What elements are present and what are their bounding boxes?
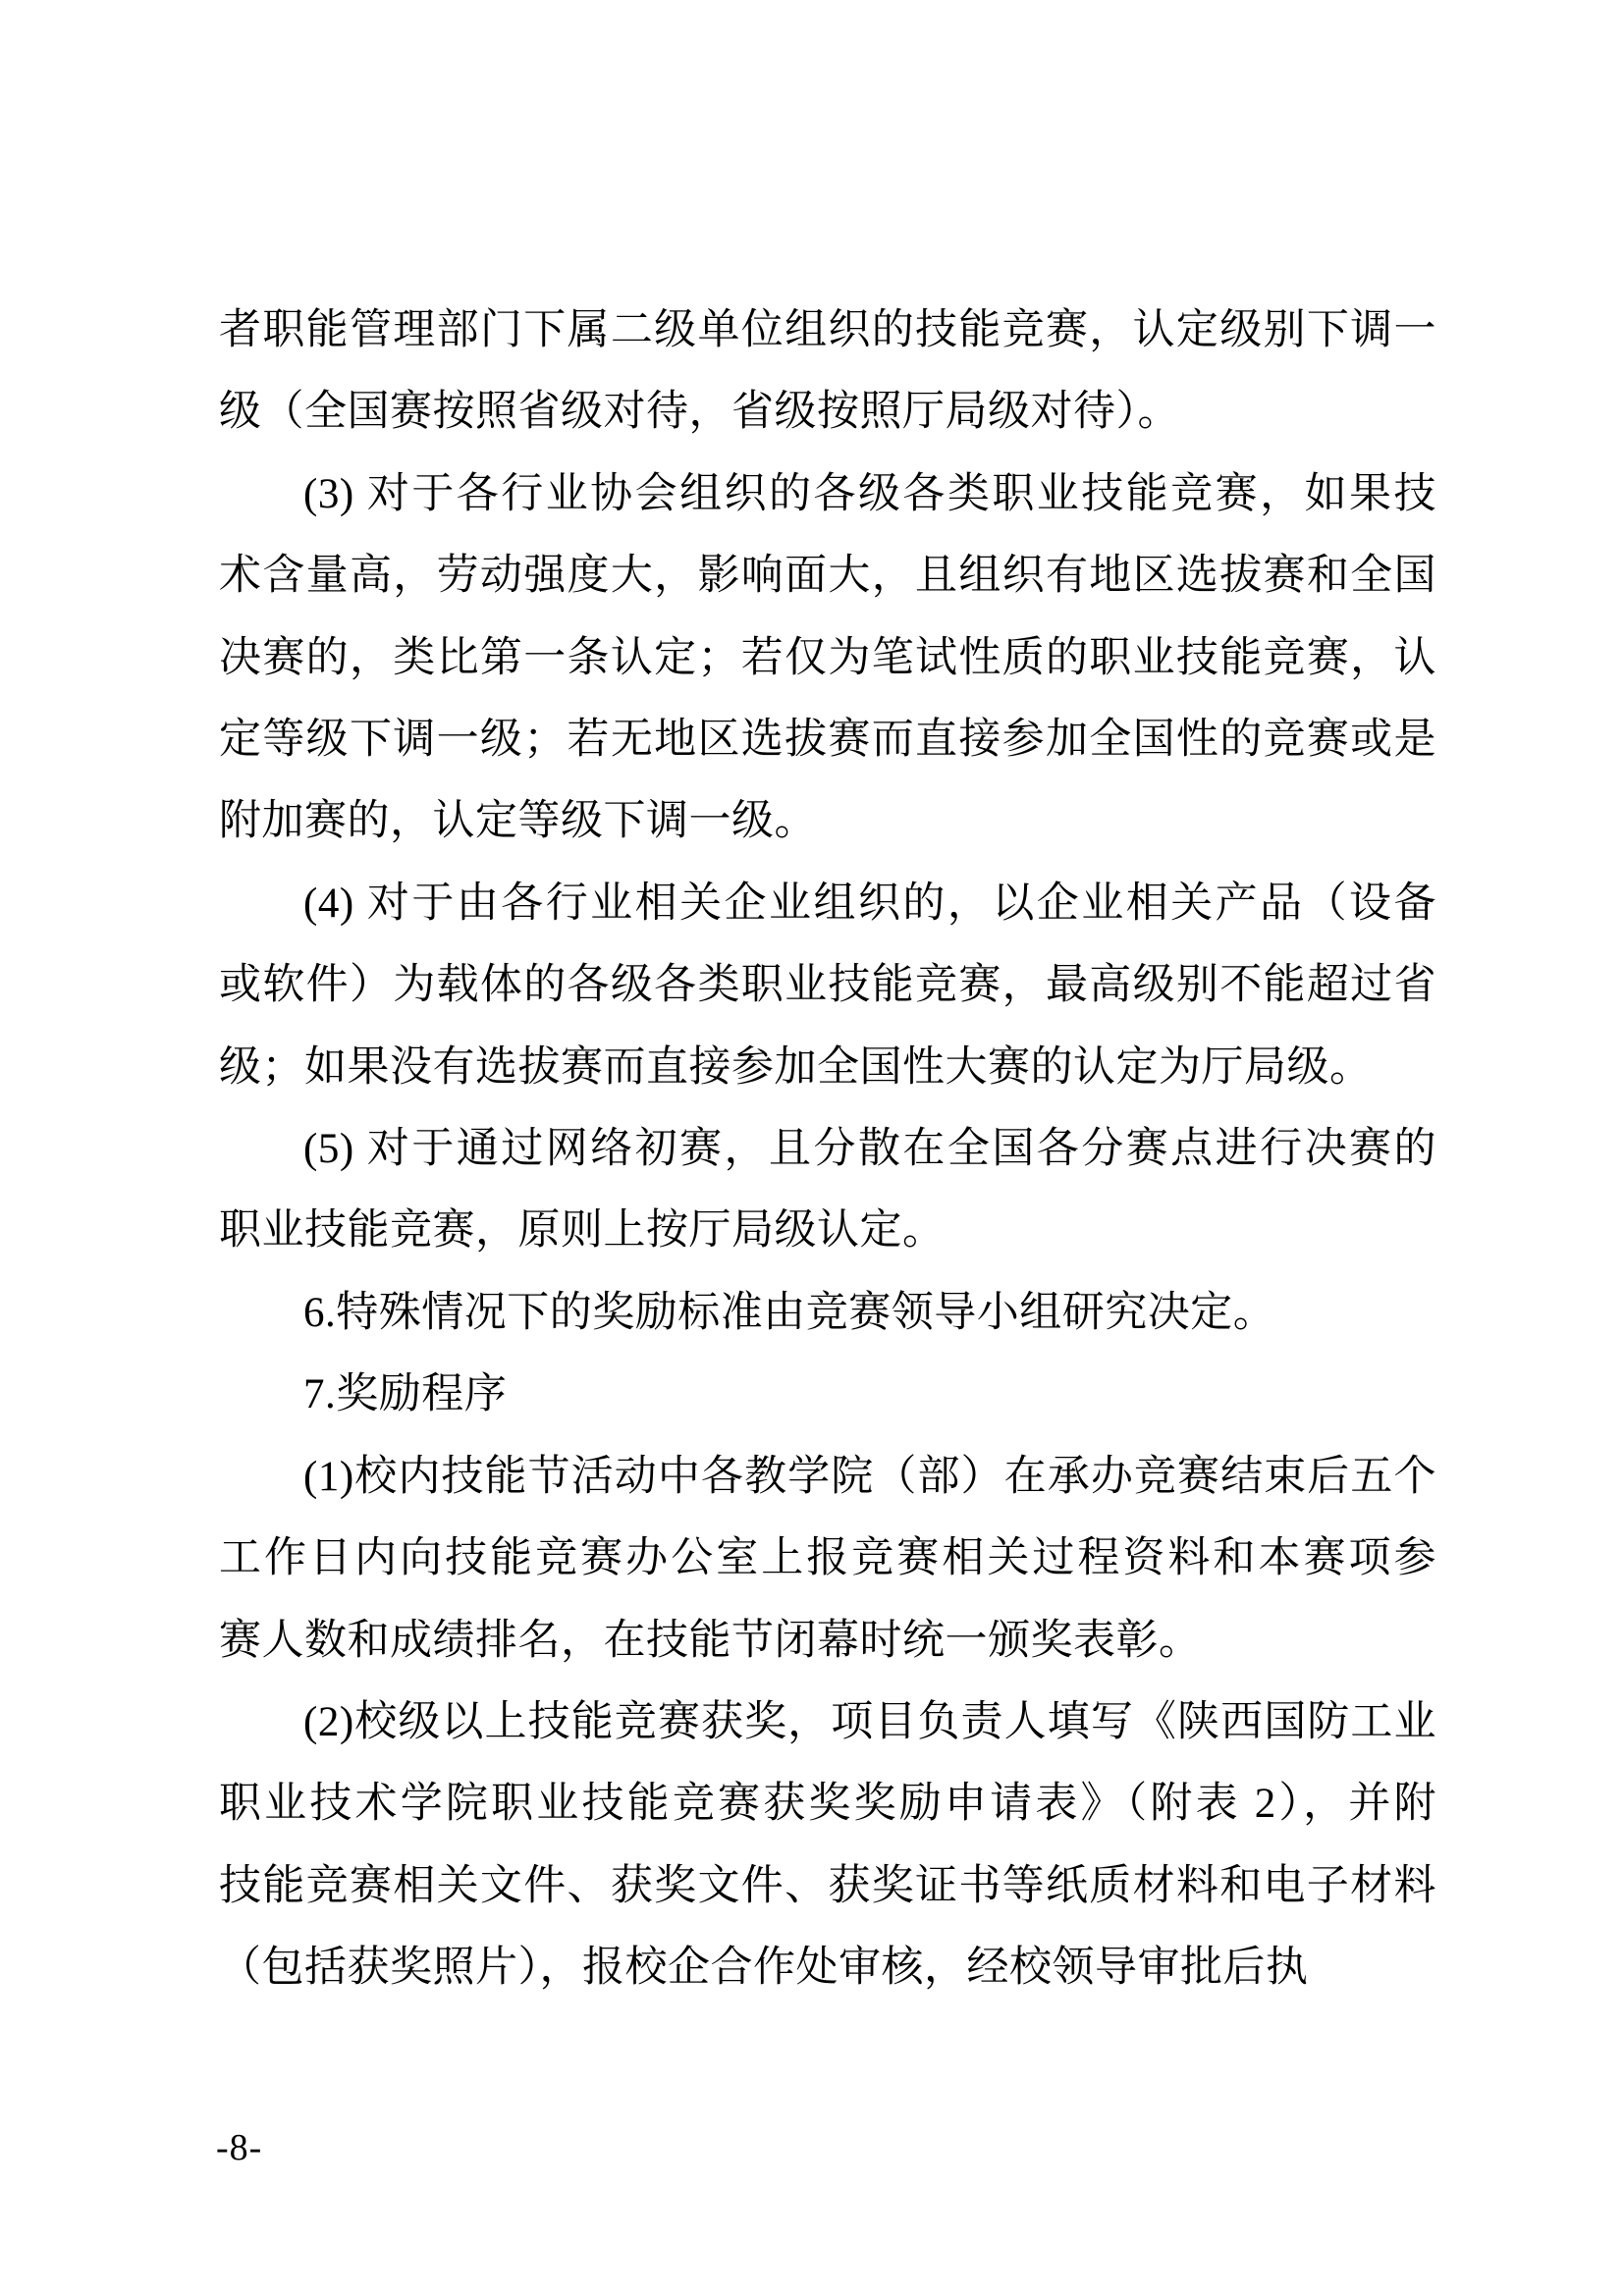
text-line: （包括获奖照片），报校企合作处审核，经校领导审批后执 — [219, 1945, 1309, 1992]
text-line: (1)校内技能节活动中各教学院（部）在承办竞赛结束后五个 — [303, 1453, 1436, 1500]
text-line: 术含量高，劳动强度大，影响面大，且组织有地区选拔赛和全国 — [219, 553, 1436, 600]
text-line: 附加赛的，认定等级下调一级。 — [219, 798, 817, 845]
text-line: 或软件）为载体的各级各类职业技能竞赛，最高级别不能超过省 — [219, 962, 1436, 1009]
text-line: 级；如果没有选拔赛而直接参加全国性大赛的认定为厅局级。 — [219, 1043, 1373, 1091]
text-line: 级（全国赛按照省级对待，省级按照厅局级对待）。 — [219, 389, 1180, 436]
text-line: 职业技术学院职业技能竞赛获奖奖励申请表》（附表 2），并附 — [219, 1781, 1436, 1828]
text-line: 赛人数和成绩排名，在技能节闭幕时统一颁奖表彰。 — [219, 1617, 1202, 1664]
text-line: 技能竞赛相关文件、获奖文件、获奖证书等纸质材料和电子材料 — [219, 1862, 1436, 1909]
text-line: (4) 对于由各行业相关企业组织的，以企业相关产品（设备 — [303, 880, 1436, 927]
text-line: 7.奖励程序 — [303, 1371, 508, 1418]
document-body — [219, 290, 1436, 2009]
text-line: 定等级下调一级；若无地区选拔赛而直接参加全国性的竞赛或是 — [219, 717, 1436, 764]
text-line: (3) 对于各行业协会组织的各级各类职业技能竞赛，如果技 — [303, 470, 1436, 517]
text-line: 职业技能竞赛，原则上按厅局级认定。 — [219, 1207, 946, 1255]
text-line: 决赛的，类比第一条认定；若仅为笔试性质的职业技能竞赛，认 — [219, 634, 1436, 681]
text-line: 工作日内向技能竞赛办公室上报竞赛相关过程资料和本赛项参 — [219, 1535, 1436, 1582]
text-line: (2)校级以上技能竞赛获奖，项目负责人填写《陕西国防工业 — [303, 1698, 1436, 1745]
text-line: (5) 对于通过网络初赛，且分散在全国各分赛点进行决赛的 — [303, 1126, 1436, 1173]
text-line: 者职能管理部门下属二级单位组织的技能竞赛，认定级别下调一 — [219, 307, 1436, 353]
text-line: 6.特殊情况下的奖励标准由竞赛领导小组研究决定。 — [303, 1289, 1276, 1336]
page-number: -8- — [216, 2127, 263, 2168]
